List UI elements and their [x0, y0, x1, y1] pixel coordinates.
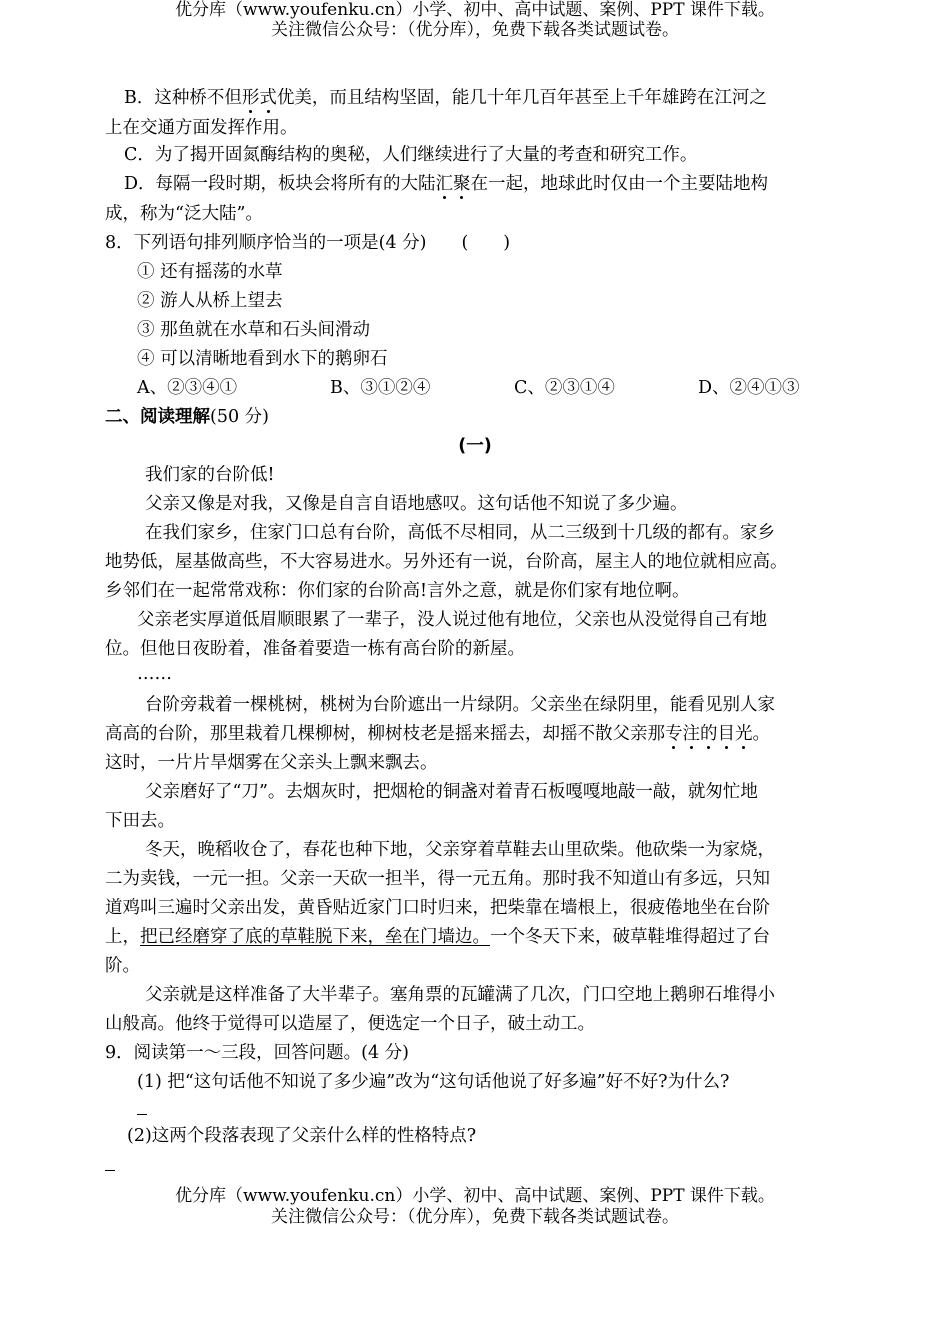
passage-p7-line2: 二为卖钱，一元一担。父亲一天砍一担半，得一元五角。那时我不知道山有多远，只知 — [105, 869, 770, 889]
passage-subtitle: (一) — [458, 436, 492, 456]
q9-stem: 9．阅读第一～三段，回答问题。(4 分) — [105, 1043, 409, 1063]
passage-p8-line1: 父亲就是这样准备了大半辈子。塞角票的瓦罐满了几次，门口空地上鹅卵石堆得小 — [145, 985, 775, 1005]
q7-option-b — [124, 86, 767, 110]
passage-p4-line1: 父亲老实厚道低眉顺眼累了一辈子，没人说过他有地位，父亲也从没觉得自己有地 — [137, 610, 767, 630]
header-line-2: 关注微信公众号：（优分库），免费下载各类试题试卷。 — [271, 20, 679, 40]
dotted-char: 目 — [717, 724, 735, 744]
passage-p4-line2: 位。但他日夜盼着，准备着要造一栋有高台阶的新屋。 — [105, 639, 525, 659]
q8-stem: 8．下列语句排列顺序恰当的一项是(4 分) ( ) — [105, 233, 511, 253]
passage-p7-line5: 阶。 — [105, 956, 140, 976]
answer-blank[interactable] — [137, 1114, 147, 1115]
q8-item-3: ③ 那鱼就在水草和石头间滑动 — [137, 320, 371, 340]
q8-option-c: C、②③①④ — [514, 378, 615, 398]
passage-p6-line2: 下田去。 — [105, 811, 175, 831]
q8-item-1: ① 还有摇荡的水草 — [137, 262, 283, 282]
section-title — [105, 405, 269, 429]
q7-b-pre: B．这种桥不但 — [124, 88, 242, 108]
footer-line-2: 关注微信公众号：（优分库），免费下载各类试题试卷。 — [271, 1207, 679, 1227]
dotted-char: 形 — [241, 88, 260, 108]
q8-option-d: D、②④①③ — [698, 378, 800, 398]
passage-ellipsis: …… — [137, 664, 172, 684]
q9-sub2: (2)这两个段落表现了父亲什么样的性格特点? — [127, 1126, 477, 1146]
q8-option-a: A、②③④① — [137, 378, 238, 398]
q7-option-d-line2: 成，称为“泛大陆”。 — [105, 204, 263, 224]
passage-p6-line1: 父亲磨好了“刀”。去烟灰时，把烟枪的铜盏对着青石板嘎嘎地敲一敲，就匆忙地 — [145, 782, 758, 802]
header-line-1: 优分库（www.youfenku.cn）小学、初中、高中试题、案例、PPT 课件下载。 — [175, 0, 775, 20]
passage-p7-line3: 道鸡叫三遍时父亲出发，黄昏贴近家门口时归来，把柴靠在墙根上，很疲倦地坐在台阶 — [105, 898, 770, 918]
q9-sub1: (1) 把“这句话他不知说了多少遍”改为“这句话他说了好多遍”好不好?为什么? — [137, 1072, 730, 1092]
dotted-char: 聚 — [453, 174, 471, 194]
q7-option-c: C．为了揭开固氮酶结构的奥秘，人们继续进行了大量的考查和研究工作。 — [124, 145, 698, 165]
passage-p1: 我们家的台阶低! — [145, 465, 275, 485]
q7-option-b-line2: 上在交通方面发挥作用。 — [105, 118, 298, 138]
dotted-char: 汇 — [435, 174, 454, 194]
q7-d-pre: D．每隔一段时期，板块会将所有的大陆 — [124, 174, 436, 194]
dotted-char: 光 — [735, 724, 753, 744]
passage-p3-line2: 地势低，屋基做高些，不大容易进水。另外还有一说，台阶高，屋主人的地位就相应高。 — [105, 552, 788, 572]
passage-p8-line2: 山般高。他终于觉得可以造屋了，便选定一个日子，破土动工。 — [105, 1014, 595, 1034]
p5-l2-pre: 高高的台阶，那里栽着几棵柳树，柳树枝老是摇来摇去，却摇不散父亲那 — [105, 724, 665, 744]
dotted-char: 注 — [682, 724, 700, 744]
dotted-char: 专 — [665, 724, 683, 744]
q7-d-post: 在一起，地球此时仅由一个主要陆地构 — [470, 174, 769, 194]
passage-p5-line3: 这时，一片片旱烟雾在父亲头上飘来飘去。 — [105, 753, 438, 773]
q7-option-d — [124, 172, 768, 196]
answer-blank[interactable] — [105, 1170, 115, 1171]
passage-p7-line4 — [105, 925, 770, 949]
passage-p3-line1: 在我们家乡，住家门口总有台阶，高低不尽相同，从二三级到十几级的都有。家乡 — [145, 523, 775, 543]
passage-p5-line2 — [105, 722, 770, 746]
q8-option-b: B、③①②④ — [330, 378, 431, 398]
dotted-char: 的 — [700, 724, 718, 744]
footer-line-1: 优分库（www.youfenku.cn）小学、初中、高中试题、案例、PPT 课件下载。 — [175, 1186, 775, 1206]
p7-l4-post: 一个冬天下来，破草鞋堆得超过了台 — [490, 927, 770, 947]
p7-l4-pre: 上， — [105, 927, 140, 947]
p5-l2-post: 。 — [752, 724, 770, 744]
passage-p7-line1: 冬天，晚稻收仓了，春花也种下地，父亲穿着草鞋去山里砍柴。他砍柴一为家烧， — [145, 840, 775, 860]
q8-item-4: ④ 可以清晰地看到水下的鹅卵石 — [137, 349, 388, 369]
passage-p5-line1: 台阶旁栽着一棵桃树，桃树为台阶遮出一片绿阴。父亲坐在绿阴里，能看见别人家 — [145, 695, 775, 715]
section-score: (50 分) — [210, 407, 269, 427]
dotted-char: 式 — [259, 88, 277, 108]
q7-b-post: 优美，而且结构坚固，能几十年几百年甚至上千年雄跨在江河之 — [276, 88, 767, 108]
passage-p3-line3: 乡邻们在一起常常戏称：你们家的台阶高!言外之意，就是你们家有地位啊。 — [105, 581, 690, 601]
section-title-text: 二、阅读理解 — [105, 407, 210, 427]
underlined-sentence: 把已经磨穿了底的草鞋脱下来，垒在门墙边。 — [140, 927, 490, 947]
q8-item-2: ② 游人从桥上望去 — [137, 291, 283, 311]
passage-p2: 父亲又像是对我，又像是自言自语地感叹。这句话他不知说了多少遍。 — [145, 494, 688, 514]
